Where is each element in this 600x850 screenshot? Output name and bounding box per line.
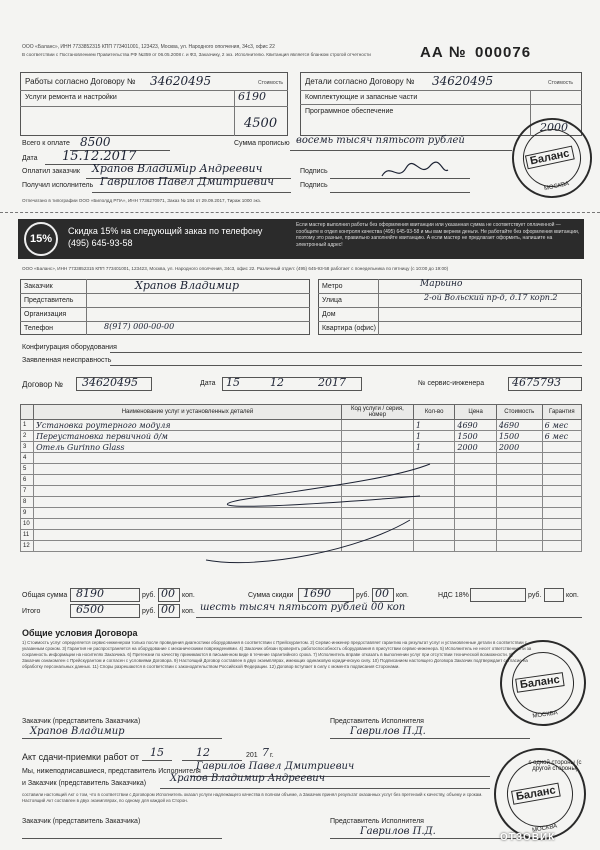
- cell-cost: 4690: [496, 420, 542, 431]
- cell-n: 12: [21, 541, 34, 552]
- cell-cost: 1500: [496, 431, 542, 442]
- date-year: 2017: [318, 376, 346, 389]
- sum-words-label: Сумма прописью: [234, 140, 290, 147]
- date-label: Дата: [22, 155, 38, 162]
- cell-price: [455, 475, 496, 486]
- sum-rub: 8190: [76, 587, 104, 600]
- total-value: 8500: [80, 135, 111, 149]
- sig-customer-label: Заказчик (представитель Заказчика): [22, 718, 141, 725]
- vat-label: НДС 18%: [438, 592, 469, 599]
- act-text: составили настоящий Акт о том, что в соответствии с Договором Исполнитель оказал услуги надлежащего качества в полном объеме, а Заказчик принял результат оказанных услуг без претензий к качеству, объему и срокам. Настоящий Акт составлен в двух экземплярах, по одному для каждой из Сторон.: [22, 792, 483, 803]
- cell-warranty: [542, 541, 581, 552]
- sig-executor: Гаврилов П.Д.: [350, 726, 426, 737]
- act-executor-label: Представитель Исполнителя: [330, 818, 424, 825]
- cell-n: 2: [21, 431, 34, 442]
- cell-cost: [496, 530, 542, 541]
- sum-label: Общая сумма: [22, 592, 68, 599]
- cell-warranty: [542, 519, 581, 530]
- sig-executor-label: Представитель Исполнителя: [330, 718, 424, 725]
- form2-date-label: Дата: [200, 380, 216, 387]
- cell-n: 6: [21, 475, 34, 486]
- received-value: Гаврилов Павел Дмитриевич: [100, 175, 275, 188]
- cell-warranty: 6 мес: [542, 431, 581, 442]
- print-line: Отпечатано в типографии ООО «Билолдд РПА», ИНН 7736270971, Заказ № 184 от 29.09.2017, Тираж 1000 экз.: [22, 198, 262, 203]
- cell-qty: 1: [413, 431, 454, 442]
- promo-notice: Если мастер выполнил работы без оформления квитанции или указанная сумма не соответствует оплаченной — сообщите в отдел контроля качества (495) 645-93-58 и мы вам вернем деньги. Не работайте без оформления квитанции, поэтому это разные, правильно заполняйте квитанцию. А если мастер не предлагает оформить, напишите на электронный адрес!: [296, 222, 580, 248]
- works-title: Работы согласно Договору №: [25, 77, 136, 86]
- form2-company-line: ООО «Баланс», ИНН 7733852315 КПП 773401001, 123423, Москва, ул. Народного ополчения, 34с3, офис 22. Различный отдел: (495) 645-93-58 работает с понедельника по пятницу (с 10:00 до 19:00): [22, 266, 449, 271]
- cell-cost: [496, 486, 542, 497]
- signature-scribble-1: [380, 160, 450, 182]
- act-year-suffix: г.: [270, 752, 274, 759]
- cell-cost: [496, 541, 542, 552]
- cell-n: 8: [21, 497, 34, 508]
- cell-warranty: [542, 497, 581, 508]
- customer-label: Заказчик: [24, 283, 53, 290]
- cell-code: [341, 420, 413, 431]
- act-year-prefix: 201: [246, 752, 258, 759]
- cell-n: 4: [21, 453, 34, 464]
- col-qty: Кол-во: [413, 405, 454, 420]
- act-day: 15: [150, 746, 164, 759]
- cell-n: 11: [21, 530, 34, 541]
- cell-qty: 1: [413, 442, 454, 453]
- date-day: 15: [226, 376, 240, 389]
- cell-price: [455, 508, 496, 519]
- watermark-logo: ОТЗОВИК: [500, 832, 556, 843]
- contract-label: Договор №: [22, 380, 64, 389]
- strike-scribble: [200, 460, 460, 580]
- works-row-value: 6190: [238, 90, 266, 103]
- cell-warranty: 6 мес: [542, 420, 581, 431]
- sign-label-2: Подпись: [300, 182, 328, 189]
- act-customer-label: Заказчик (представитель Заказчика): [22, 818, 141, 825]
- cell-price: [455, 453, 496, 464]
- cell-code: [341, 431, 413, 442]
- cell-warranty: [542, 442, 581, 453]
- cell-cost: [496, 464, 542, 475]
- cell-price: [455, 519, 496, 530]
- act-title: Акт сдачи-приемки работ от: [22, 752, 140, 762]
- cell-cost: [496, 453, 542, 464]
- cell-warranty: [542, 530, 581, 541]
- sum-words-value: восемь тысяч пятьсот рублей: [296, 135, 465, 146]
- vat-rub-label: руб.: [528, 592, 542, 599]
- company-stamp-top: Баланс МОСКВА: [505, 111, 600, 206]
- cell-n: 10: [21, 519, 34, 530]
- date-value: 15.12.2017: [62, 149, 137, 164]
- cell-price: [455, 497, 496, 508]
- promo-text: Скидка 15% на следующий заказ по телефону (495) 645-93-58: [68, 226, 263, 248]
- act-year: 7: [262, 746, 269, 759]
- form-number: 000076: [475, 44, 532, 61]
- parts-row-1-label: Комплектующие и запасные части: [305, 94, 418, 101]
- col-warranty: Гарантия: [542, 405, 581, 420]
- works-row-label: Услуги ремонта и настройки: [25, 94, 117, 101]
- act-executor-sig: Гаврилов П.Д.: [360, 826, 436, 837]
- sum-kop-label: коп.: [182, 592, 195, 599]
- house-label: Дом: [322, 311, 336, 318]
- metro-value: Марьино: [420, 279, 463, 289]
- parts-contract-no: 34620495: [432, 74, 494, 88]
- cell-name: Установка роутерного модуля: [34, 420, 342, 431]
- sum-rub-label: руб.: [142, 592, 156, 599]
- cell-price: [455, 541, 496, 552]
- cell-n: 5: [21, 464, 34, 475]
- sig-customer: Храпов Владимир: [30, 726, 125, 737]
- discount-rub-label: руб.: [356, 592, 370, 599]
- cell-n: 3: [21, 442, 34, 453]
- discount-rub: 1690: [303, 587, 331, 600]
- cell-cost: [496, 519, 542, 530]
- itogo-rub: 6500: [76, 603, 104, 616]
- cell-price: [455, 530, 496, 541]
- phone-value: 8(917) 000-00-00: [104, 322, 175, 331]
- engineer-label: № сервис-инженера: [418, 380, 485, 387]
- apt-label: Квартира (офис): [322, 325, 376, 332]
- cell-price: [455, 464, 496, 475]
- cell-warranty: [542, 453, 581, 464]
- works-contract-no: 34620495: [150, 74, 212, 88]
- cell-warranty: [542, 486, 581, 497]
- itogo-label: Итого: [22, 608, 41, 615]
- cell-cost: [496, 497, 542, 508]
- discount-label: Сумма скидки: [248, 592, 294, 599]
- col-price: Цена: [455, 405, 496, 420]
- config-label: Конфигурация оборудования: [22, 344, 117, 351]
- cell-n: 7: [21, 486, 34, 497]
- cell-price: [455, 486, 496, 497]
- street-value: 2-ой Вольский пр-д, д.17 корп.2: [424, 293, 558, 302]
- act-customer-line: и Заказчик (представитель Заказчика): [22, 780, 147, 787]
- col-name: Наименование услуг и установленных деталей: [34, 405, 342, 420]
- paid-label: Оплатил заказчик: [22, 168, 80, 175]
- received-label: Получил исполнитель: [22, 182, 94, 189]
- col-code: Код услуги / серия, номер: [341, 405, 413, 420]
- phone-label: Телефон: [24, 325, 54, 332]
- act-customer-name: Храпов Владимир Андреевич: [170, 773, 325, 784]
- cell-price: 4690: [455, 420, 496, 431]
- discount-kop: 00: [375, 587, 389, 600]
- cell-cost: 2000: [496, 442, 542, 453]
- parts-title: Детали согласно Договору №: [305, 77, 415, 86]
- sign-label-1: Подпись: [300, 168, 328, 175]
- fault-label: Заявленная неисправность: [22, 357, 112, 364]
- rep-label: Представитель: [24, 297, 74, 304]
- vat-kop-label: коп.: [566, 592, 579, 599]
- cell-code: [341, 442, 413, 453]
- cell-warranty: [542, 508, 581, 519]
- cell-price: 1500: [455, 431, 496, 442]
- parts-row-2-label: Программное обеспечение: [305, 108, 394, 115]
- conditions-title: Общие условия Договора: [22, 628, 138, 638]
- itogo-rub-label: руб.: [142, 608, 156, 615]
- table-row: [21, 442, 582, 453]
- itogo-kop: 00: [161, 603, 175, 616]
- works-total: 4500: [244, 116, 278, 131]
- cell-cost: [496, 475, 542, 486]
- metro-label: Метро: [322, 283, 343, 290]
- cell-name: Переустановка первичной д/м: [34, 431, 342, 442]
- cell-price: 2000: [455, 442, 496, 453]
- paid-value: Храпов Владимир Андреевич: [92, 162, 263, 175]
- discount-kop-label: коп.: [396, 592, 409, 599]
- contract-value: 34620495: [82, 376, 138, 389]
- itogo-words: шесть тысяч пятьсот рублей 00 коп: [200, 602, 406, 613]
- parts-total: 2000: [540, 121, 568, 134]
- act-month: 12: [196, 746, 210, 759]
- works-cost-header: Стоимость: [258, 80, 284, 86]
- items-header-row: [21, 405, 582, 420]
- itogo-kop-label: коп.: [182, 608, 195, 615]
- total-label: Всего к оплате: [22, 140, 70, 147]
- cell-warranty: [542, 475, 581, 486]
- table-row: [21, 420, 582, 431]
- company-stamp-middle: Баланс МОСКВА: [494, 634, 591, 731]
- sum-kop: 00: [161, 587, 175, 600]
- act-we-line: Мы, нижеподписавшиеся, представитель Исполнителя: [22, 768, 201, 775]
- company-stamp-bottom: Баланс МОСКВА: [487, 741, 594, 848]
- date-month: 12: [270, 376, 284, 389]
- notice-line: В соответствии с Постановлением Правительства РФ №359 от 06.05.2008 г. и ФЗ, Заказчику, 2 экз. Исполнителю. Квитанция является бланком строгой отчетности: [22, 52, 371, 57]
- cell-qty: 1: [413, 420, 454, 431]
- conditions-text: 1) Стоимость услуг определяется сервис-инженером только после проведения диагностики оборудования в соответствии с Прейскурантом. 2) Сервис-инженер предоставляет гарантию на результат услуг и установленные детали в соответствии с указанным сроком. 3) Гарантия не распространяется на оборудование с механическими повреждениями. 4) Заказчик обязан проверить работоспособность оборудования в присутствии сервис-инженера. 5) Исполнитель не несет ответственности за сохранность информации на носителях Заказчика. 6) Претензии по качеству принимаются в письменном виде в течение гарантийного срока. 7) Исполнитель вправе отказать в выполнении услуг при отсутствии технической возможности. 8) Заказчик ознакомлен с Прейскурантом и согласен с условиями Договора. 9) Настоящий Договор составлен в двух экземплярах, имеющих одинаковую юридическую силу. 10) Подписанием настоящего Договора Заказчик подтверждает согласие на обработку персональных данных. 11) Споры разрешаются в соответствии с законодательством Российской Федерации. 12) Договор вступает в силу с момента подписания Сторонами.: [22, 640, 532, 669]
- street-label: Улица: [322, 297, 342, 304]
- cell-warranty: [542, 464, 581, 475]
- org-label: Организация: [24, 311, 67, 318]
- table-row: [21, 431, 582, 442]
- stamp-copy-note: с одной стороны (с другой стороны): [528, 760, 582, 772]
- act-executor-name: Гаврилов Павел Дмитриевич: [196, 761, 355, 772]
- cell-cost: [496, 508, 542, 519]
- parts-cost-header: Стоимость: [548, 80, 574, 86]
- company-line: ООО «Баланс», ИНН 7733852315 КПП 773401001, 123423, Москва, ул. Народного ополчения, 34с3, офис 22: [22, 44, 275, 50]
- col-cost: Стоимость: [496, 405, 542, 420]
- customer-value: Храпов Владимир: [135, 279, 239, 292]
- cell-name: Отель Gurinno Glass: [34, 442, 342, 453]
- engineer-value: 4675793: [512, 376, 561, 389]
- cell-n: 1: [21, 420, 34, 431]
- cell-n: 9: [21, 508, 34, 519]
- promo-badge: 15%: [24, 222, 58, 256]
- form-series: АА №: [420, 44, 467, 61]
